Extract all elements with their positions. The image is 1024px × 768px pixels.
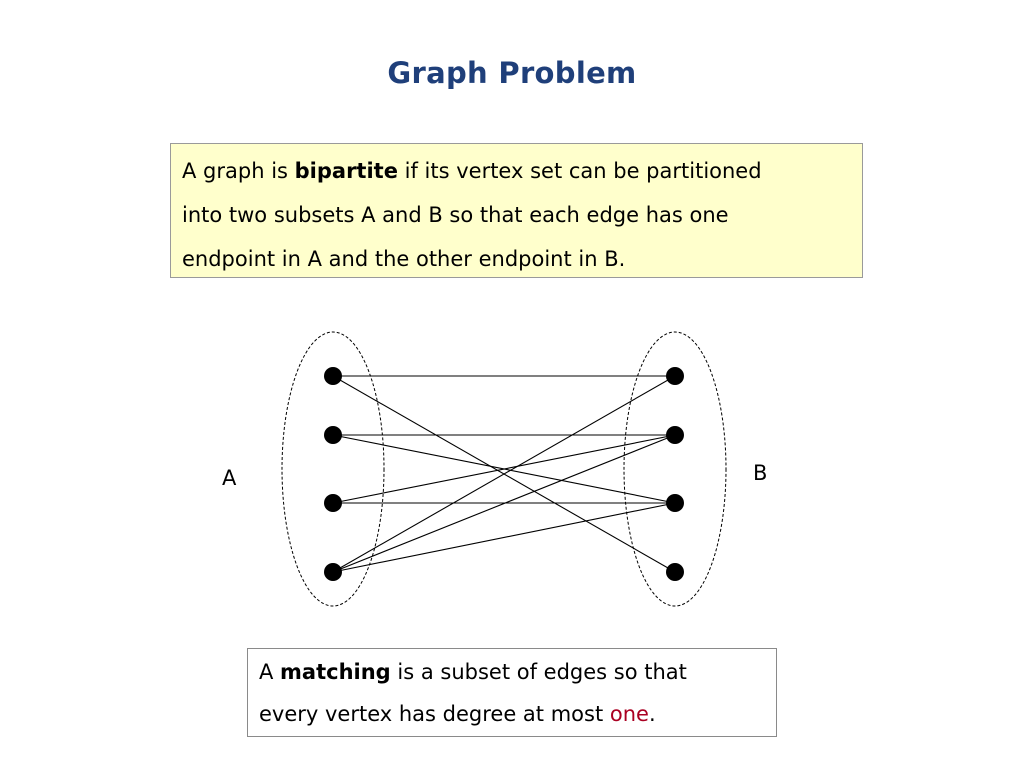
vertex-a4: [324, 563, 342, 581]
matching-line-1: [259, 651, 766, 693]
vertex-a1: [324, 367, 342, 385]
slide-title: Graph Problem: [387, 56, 637, 90]
definition-line-2: into two subsets A and B so that each edge has one: [182, 203, 729, 227]
matching-line-2-pre: every vertex has degree at most: [259, 702, 610, 726]
matching-line-2-post: .: [648, 702, 656, 726]
vertex-b3: [666, 494, 684, 512]
matching-line-1-pre: A: [259, 660, 281, 684]
definition-line-3: endpoint in A and the other endpoint in B.: [182, 247, 626, 271]
vertex-a2: [324, 426, 342, 444]
definition-line-1-pre: A graph is: [182, 159, 295, 183]
set-a-label: A: [222, 466, 237, 490]
matching-line-1-post: is a subset of edges so that: [390, 660, 687, 684]
definition-line-1-post: if its vertex set can be partitioned: [397, 159, 762, 183]
vertex-a3: [324, 494, 342, 512]
matching-line-2: [259, 693, 766, 735]
matching-definition-box: [247, 648, 777, 737]
matching-term: matching: [280, 660, 391, 684]
bipartite-term: bipartite: [294, 159, 398, 183]
matching-highlight-one: one: [609, 702, 649, 726]
vertex-b1: [666, 367, 684, 385]
vertex-b4: [666, 563, 684, 581]
edge-a4-b3: [333, 503, 675, 572]
set-b-label: B: [753, 461, 768, 485]
vertex-b2: [666, 426, 684, 444]
